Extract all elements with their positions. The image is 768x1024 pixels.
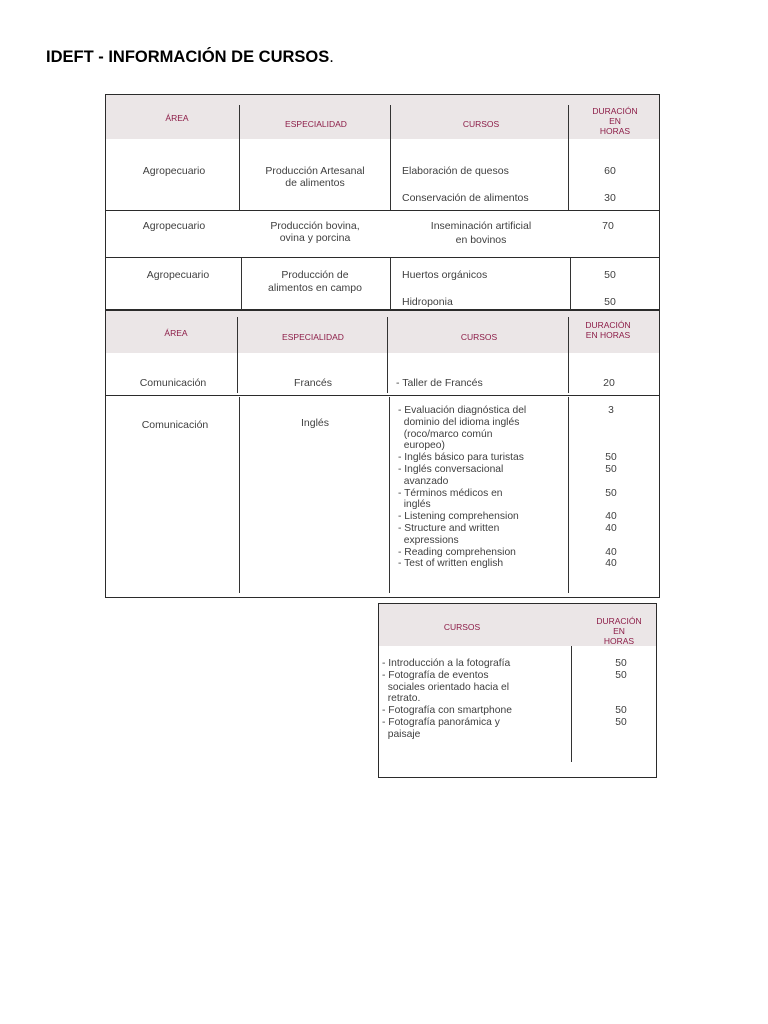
column-divider xyxy=(568,317,569,393)
header-especialidad: ESPECIALIDAD xyxy=(285,119,347,129)
cell-especialidad-line2: de alimentos xyxy=(285,177,345,189)
horas-line xyxy=(606,693,636,705)
curso-line: - Listening comprehension xyxy=(398,511,519,523)
curso-line: (roco/marco común xyxy=(398,428,493,440)
cell-curso: Hidroponia xyxy=(402,296,453,308)
horas-line xyxy=(596,499,626,511)
cell-especialidad: Inglés xyxy=(300,417,330,429)
cell-horas: 20 xyxy=(603,377,615,389)
cell-area: Comunicación xyxy=(141,419,209,431)
column-divider xyxy=(241,258,242,311)
curso-line: - Fotografía panorámica y xyxy=(382,716,500,728)
cell-especialidad-line1: Producción Artesanal xyxy=(265,165,365,177)
cell-area: Agropecuario xyxy=(146,269,210,281)
cell-cursos-list xyxy=(382,658,568,741)
curso-line: europeo) xyxy=(398,440,445,452)
cell-especialidad-line1: Producción bovina, xyxy=(270,220,360,232)
cell-curso-line2: en bovinos xyxy=(455,234,507,246)
header-duracion-1: DURACIÓN xyxy=(596,616,642,626)
page-title xyxy=(46,48,334,67)
header-cursos: CURSOS xyxy=(460,332,498,342)
table-header xyxy=(106,95,659,139)
horas-line xyxy=(596,429,626,441)
column-divider xyxy=(390,258,391,311)
horas-line: 50 xyxy=(615,669,627,681)
cell-especialidad-line2: ovina y porcina xyxy=(279,232,351,244)
courses-table-agropecuario xyxy=(105,94,660,310)
curso-line: inglés xyxy=(398,499,431,511)
cell-horas: 70 xyxy=(602,220,614,232)
curso-line: - Fotografía con smartphone xyxy=(382,705,512,717)
cell-curso: Elaboración de quesos xyxy=(402,165,509,177)
horas-line: 40 xyxy=(605,522,617,534)
horas-line: 40 xyxy=(605,558,617,570)
horas-line xyxy=(596,535,626,547)
header-especialidad: ESPECIALIDAD xyxy=(282,332,344,342)
horas-line: 50 xyxy=(605,487,617,499)
horas-line: 50 xyxy=(605,463,617,475)
row-divider xyxy=(106,257,659,258)
header-cursos: CURSOS xyxy=(443,622,481,632)
curso-line: - Structure and written xyxy=(398,522,500,534)
cell-especialidad-line1: Producción de xyxy=(281,269,349,281)
curso-line: sociales orientado hacia el xyxy=(382,681,510,693)
cell-horas-list xyxy=(596,405,626,570)
curso-line: - Introducción a la fotografía xyxy=(382,658,511,669)
cell-horas: 50 xyxy=(604,296,616,308)
table-header xyxy=(106,311,659,353)
cell-curso: Conservación de alimentos xyxy=(402,192,529,204)
cell-area: Agropecuario xyxy=(142,220,206,232)
curso-line: - Inglés conversacional xyxy=(398,463,504,475)
header-duracion-1: DURACIÓN xyxy=(592,106,638,116)
horas-line: 50 xyxy=(615,716,627,728)
cell-especialidad-line2: alimentos en campo xyxy=(268,282,362,294)
horas-line xyxy=(606,682,636,694)
column-divider xyxy=(570,258,571,311)
column-divider xyxy=(389,397,390,593)
horas-line: 50 xyxy=(615,705,627,717)
cell-horas: 60 xyxy=(604,165,616,177)
row-divider xyxy=(106,210,659,211)
curso-line: - Fotografía de eventos xyxy=(382,669,489,681)
header-duracion-2: EN HORAS xyxy=(585,330,631,340)
column-divider xyxy=(387,317,388,393)
header-duracion-2: EN HORAS xyxy=(599,116,631,136)
curso-line: - Términos médicos en xyxy=(398,487,503,499)
column-divider xyxy=(239,105,240,210)
courses-table-comunicacion xyxy=(105,310,660,598)
curso-line: dominio del idioma inglés xyxy=(398,416,520,428)
curso-line: - Reading comprehension xyxy=(398,546,516,558)
curso-line: paisaje xyxy=(382,728,421,740)
cell-especialidad: Francés xyxy=(294,377,332,389)
horas-line xyxy=(606,729,636,741)
header-duracion-2: EN HORAS xyxy=(603,626,635,646)
curso-line: - Inglés básico para turistas xyxy=(398,452,524,464)
horas-line: 50 xyxy=(615,658,627,669)
cell-cursos-list xyxy=(398,405,568,570)
header-area: ÁREA xyxy=(164,328,188,338)
curso-line: - Evaluación diagnóstica del xyxy=(398,405,527,416)
horas-line: 40 xyxy=(605,546,617,558)
column-divider xyxy=(571,646,572,762)
cell-curso: - Taller de Francés xyxy=(396,377,483,389)
column-divider xyxy=(237,317,238,393)
horas-line: 3 xyxy=(608,405,614,416)
curso-line: - Test of written english xyxy=(398,558,504,570)
cell-horas: 30 xyxy=(604,192,616,204)
curso-line: avanzado xyxy=(398,475,449,487)
curso-line: expressions xyxy=(398,534,459,546)
header-cursos: CURSOS xyxy=(462,119,500,129)
cell-horas-list xyxy=(606,658,636,741)
column-divider xyxy=(568,105,569,210)
curso-line: retrato. xyxy=(382,693,421,705)
horas-line: 40 xyxy=(605,511,617,523)
column-divider xyxy=(568,397,569,593)
cell-area: Comunicación xyxy=(139,377,207,389)
column-divider xyxy=(390,105,391,210)
page-title-text: IDEFT - INFORMACIÓN DE CURSOS xyxy=(46,48,330,66)
page-title-dot: . xyxy=(329,48,334,66)
horas-line xyxy=(596,417,626,429)
cell-horas: 50 xyxy=(604,269,616,281)
cell-area: Agropecuario xyxy=(142,165,206,177)
cell-curso-line1: Inseminación artificial xyxy=(430,220,532,232)
horas-line xyxy=(596,440,626,452)
header-duracion-1: DURACIÓN xyxy=(585,320,631,330)
courses-table-fotografia xyxy=(378,603,657,778)
horas-line xyxy=(596,476,626,488)
horas-line: 50 xyxy=(605,452,617,464)
column-divider xyxy=(239,397,240,593)
header-area: ÁREA xyxy=(165,113,189,123)
row-divider xyxy=(106,395,659,396)
cell-curso: Huertos orgánicos xyxy=(402,269,488,281)
